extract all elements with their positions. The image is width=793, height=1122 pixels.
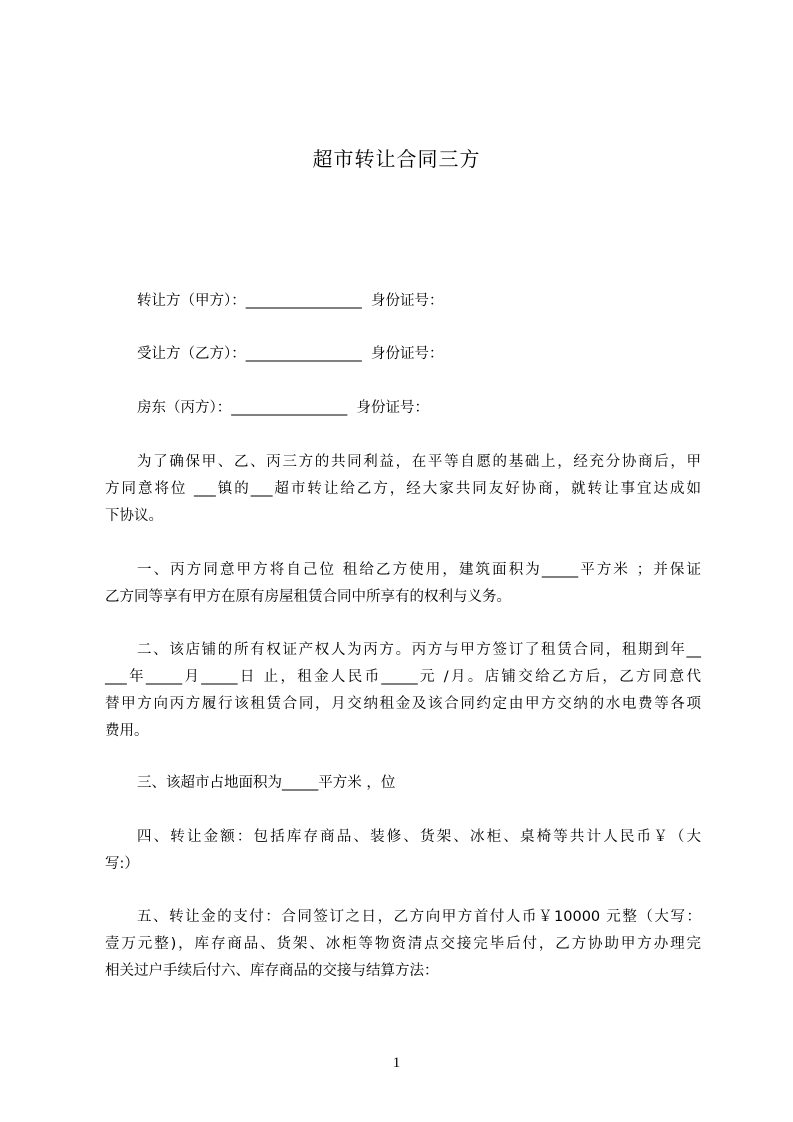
id-label: 身份证号： bbox=[370, 346, 444, 362]
paragraph-line: 壹万元整)，库存商品、货架、冰柜等物资清点交接完毕后付，乙方协助甲方办理完 bbox=[105, 936, 701, 952]
paragraph-line: 为了确保甲、乙、丙三方的共同利益，在平等自愿的基础上，经充分协商后，甲 bbox=[137, 454, 701, 470]
party-label: 房东（丙方）： bbox=[137, 400, 232, 416]
party-landlord bbox=[137, 398, 429, 418]
paragraph-line: 四、转让金额：包括库存商品、装修、货架、冰柜、桌椅等共计人民币￥（大 bbox=[137, 829, 701, 845]
party-transferee bbox=[137, 344, 443, 364]
paragraph-line: 二、该店铺的所有权证产权人为丙方。丙方与甲方签订了租赁合同，租期到年__ bbox=[137, 642, 701, 658]
party-label: 转让方（甲方）： bbox=[137, 293, 246, 309]
paragraph-line: 乙方同等享有甲方在原有房屋租赁合同中所享有的权利与义务。 bbox=[105, 589, 511, 605]
paragraph-line: 费用。 bbox=[105, 723, 149, 739]
party-label: 受让方（乙方）： bbox=[137, 346, 246, 362]
paragraph-line: 写:） bbox=[105, 856, 139, 872]
page-number: 1 bbox=[392, 1055, 401, 1071]
paragraph-line: 一、丙方同意甲方将自己位 租给乙方使用，建筑面积为_____平方米 ；并保证 bbox=[137, 562, 701, 578]
blank-field: ________________ bbox=[231, 400, 348, 416]
paragraph-line: 方同意将位 ___镇的___超市转让给乙方，经大家共同友好协商，就转让事宜达成如 bbox=[105, 481, 701, 497]
paragraph-line: 五、转让金的支付：合同签订之日，乙方向甲方首付人币￥10000 元整（大写： bbox=[137, 909, 701, 925]
document-title: 超市转让合同三方 bbox=[312, 147, 481, 171]
id-label: 身份证号： bbox=[356, 400, 429, 416]
blank-field: ________________ bbox=[245, 346, 362, 362]
paragraph-line: 下协议。 bbox=[105, 508, 163, 524]
blank-field: ________________ bbox=[245, 293, 362, 309]
party-transferor bbox=[137, 291, 443, 311]
id-label: 身份证号： bbox=[370, 293, 444, 309]
paragraph-line: 相关过户手续后付六、库存商品的交接与结算方法： bbox=[105, 963, 439, 979]
paragraph-line: 三、该超市占地面积为_____平方米 ，位 bbox=[137, 775, 396, 791]
paragraph-line: ___年_____月_____日 止，租金人民币_____元 /月。店铺交给乙方后，乙方同意代 bbox=[105, 669, 701, 685]
paragraph-line: 替甲方向丙方履行该租赁合同，月交纳租金及该合同约定由甲方交纳的水电费等各项 bbox=[105, 696, 701, 712]
